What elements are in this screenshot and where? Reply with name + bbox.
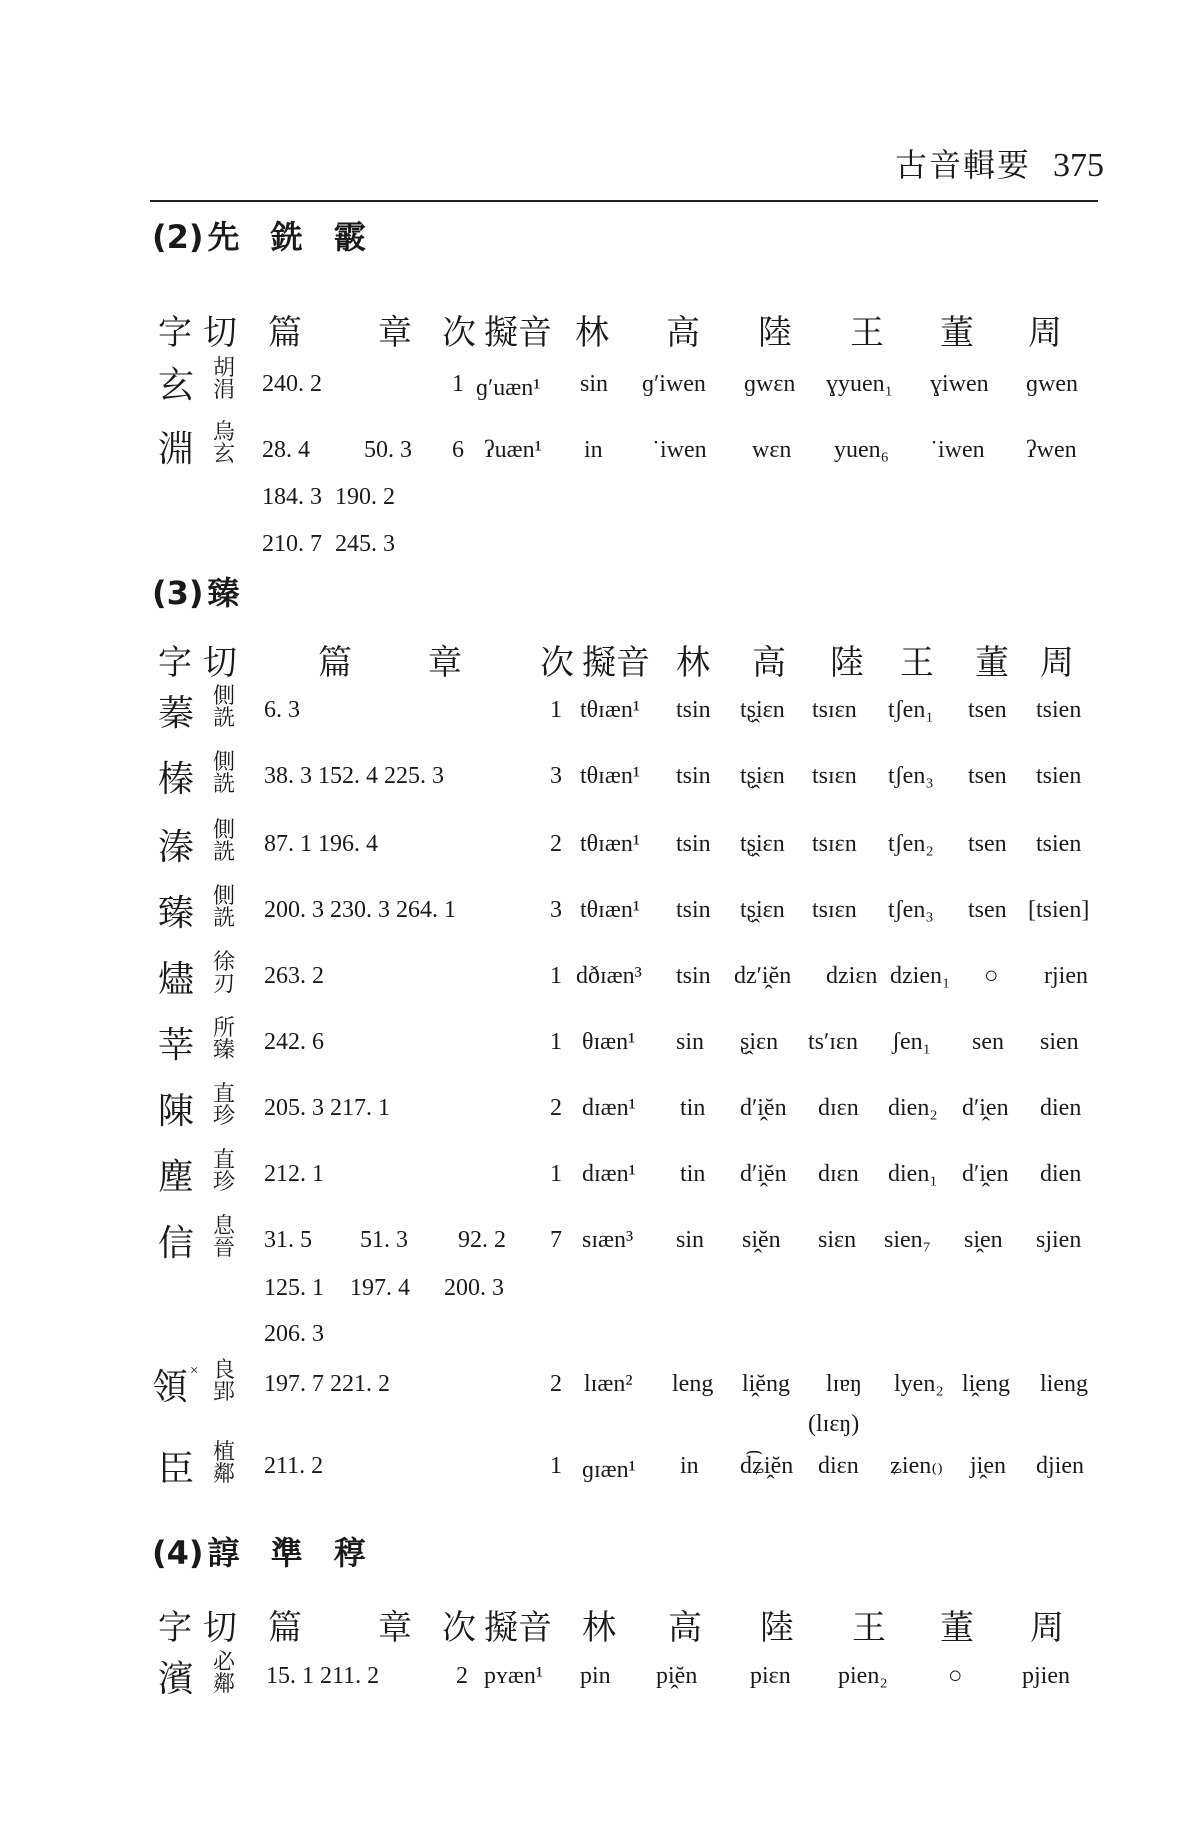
col-wang: 王 <box>852 1608 886 1648</box>
fanqie: 必鄰 <box>212 1650 235 1697</box>
order: 1 <box>550 697 562 723</box>
pian-ref: 242. 6 <box>264 1029 324 1055</box>
entry-char: 淵 <box>158 429 195 470</box>
dong-reading: tsen <box>968 897 1007 923</box>
page-number: 375 <box>1053 147 1104 184</box>
order: 1 <box>550 1453 562 1479</box>
col-zhang: 章 <box>378 1608 412 1648</box>
zhang2-ref: 200. 3 <box>444 1275 504 1301</box>
lin-reading: tsin <box>676 897 711 923</box>
gao-reading: dʹi̭ĕn <box>740 1095 787 1121</box>
wang-reading: sien₇ <box>884 1227 932 1253</box>
section-heading <box>152 568 250 614</box>
order: 3 <box>550 763 562 789</box>
dong-reading: li̭eng <box>962 1371 1010 1397</box>
entry-char: 陳 <box>158 1091 195 1132</box>
lin-reading: in <box>584 437 603 463</box>
lin-reading: tsin <box>676 963 711 989</box>
wang-reading: dien₂ <box>888 1095 938 1121</box>
pian-ref: 184. 3 <box>262 484 322 510</box>
order: 1 <box>452 371 464 397</box>
col-qie: 切 <box>203 643 237 683</box>
lin-reading: pin <box>580 1663 611 1689</box>
entry-char: 塵 <box>158 1157 195 1198</box>
col-qie: 切 <box>203 1608 237 1648</box>
gao-reading: ɡʹiwen <box>642 371 706 397</box>
entry-char: 信 <box>158 1223 195 1264</box>
zhang-ref: 50. 3 <box>364 437 412 463</box>
fanqie: 所臻 <box>212 1016 235 1063</box>
fanqie: 側詵 <box>212 818 235 865</box>
reconstruction: ɡʹuæn¹ <box>476 375 541 401</box>
lin-reading: tsin <box>676 697 711 723</box>
lin-reading: sin <box>580 371 609 397</box>
gao-reading: li̭ĕng <box>742 1371 790 1397</box>
lu-reading: lɪɐŋ <box>826 1371 862 1397</box>
col-gao: 高 <box>752 643 786 683</box>
zhou-reading: sien <box>1040 1029 1079 1055</box>
col-dong: 董 <box>940 313 974 353</box>
fanqie: 胡涓 <box>212 356 235 403</box>
zhou-reading: djien <box>1036 1453 1084 1479</box>
col-dong: 董 <box>940 1608 974 1648</box>
zhang-ref: 245. 3 <box>335 531 395 557</box>
reconstruction: tθɪæn¹ <box>580 897 641 923</box>
wang-reading: ɣyuen₁ <box>826 371 894 397</box>
zhou-reading: ɡwen <box>1026 371 1078 397</box>
col-gao: 高 <box>668 1608 702 1648</box>
page-header <box>895 140 1104 186</box>
lu-reading: tsʹɪɛn <box>808 1029 859 1055</box>
lu-reading: wɛn <box>752 437 792 463</box>
zhang-ref: 51. 3 <box>360 1227 408 1253</box>
order: 2 <box>550 1371 562 1397</box>
gao-reading: dʹi̭ĕn <box>740 1161 787 1187</box>
col-zhang: 章 <box>378 313 412 353</box>
fanqie: 側詵 <box>212 884 235 931</box>
zhou-reading: dien <box>1040 1095 1082 1121</box>
gao-reading: pi̭ĕn <box>656 1663 698 1689</box>
wang-reading: pien₂ <box>838 1663 888 1689</box>
fanqie: 良郢 <box>212 1358 235 1405</box>
entry-mark: × <box>190 1363 199 1379</box>
col-lin: 林 <box>575 313 609 353</box>
gao-reading: tʂ̭iɛn <box>740 897 785 923</box>
zhou-reading: pjien <box>1022 1663 1070 1689</box>
pian-ref: 211. 2 <box>264 1453 324 1479</box>
reconstruction: ʔuæn¹ <box>484 437 542 463</box>
col-lin: 林 <box>582 1608 616 1648</box>
col-ci: 次 <box>442 313 476 353</box>
order: 2 <box>550 831 562 857</box>
lin-reading: sin <box>676 1029 705 1055</box>
col-niyin: 擬音 <box>582 643 650 683</box>
col-gao: 高 <box>666 313 700 353</box>
pian-ref: 38. 3 152. 4 225. 3 <box>264 763 444 789</box>
lu-reading: tsɪɛn <box>812 831 857 857</box>
gao-reading: ˙iwen <box>652 437 707 463</box>
col-pian: 篇 <box>268 1608 302 1648</box>
zhou-reading: rjien <box>1044 963 1088 989</box>
dong-reading: ji̭en <box>970 1453 1006 1479</box>
fanqie: 植鄰 <box>212 1440 235 1487</box>
lu-reading: tsɪɛn <box>812 763 857 789</box>
section-chars: 諄 準 稕 <box>207 1534 376 1572</box>
section-heading <box>152 1528 376 1574</box>
pian-ref: 200. 3 230. 3 264. 1 <box>264 897 456 923</box>
zhou-reading: tsien <box>1036 763 1082 789</box>
section-chars: 先 銑 霰 <box>207 218 376 256</box>
order: 3 <box>550 897 562 923</box>
col-wang: 王 <box>900 643 934 683</box>
col-zhou: 周 <box>1028 313 1062 353</box>
order: 1 <box>550 1029 562 1055</box>
pian-ref: 263. 2 <box>264 963 324 989</box>
entry-char: 莘 <box>158 1025 195 1066</box>
section-label: (2) <box>152 218 204 256</box>
wang-reading: tʃen₃ <box>888 897 934 923</box>
lin-reading: tsin <box>676 763 711 789</box>
lin-reading: tin <box>680 1095 706 1121</box>
wang-reading: yuen₆ <box>834 437 890 463</box>
dong-reading: si̭en <box>964 1227 1003 1253</box>
entry-char: 榛 <box>158 759 195 800</box>
col-lu: 陸 <box>830 643 864 683</box>
fanqie: 烏玄 <box>212 420 235 467</box>
lu-reading: piɛn <box>750 1663 791 1689</box>
wang-reading: ʑien₍₎ <box>890 1453 944 1479</box>
lu-reading: ɡwɛn <box>744 371 796 397</box>
col-zhou: 周 <box>1030 1608 1064 1648</box>
reconstruction: pʏæn¹ <box>484 1663 544 1689</box>
wang-reading: tʃen₃ <box>888 763 934 789</box>
col-lu: 陸 <box>760 1608 794 1648</box>
col-qie: 切 <box>203 313 237 353</box>
pian-ref: 240. 2 <box>262 371 322 397</box>
section-label: (3) <box>152 574 204 612</box>
lin-reading: in <box>680 1453 699 1479</box>
lu-reading: tsɪɛn <box>812 697 857 723</box>
entry-char: 臣 <box>158 1449 195 1490</box>
dong-reading: ˙iwen <box>930 437 985 463</box>
dong-reading: dʹi̭en <box>962 1095 1009 1121</box>
zhang-ref: 197. 4 <box>350 1275 410 1301</box>
fanqie: 徐刃 <box>212 950 235 997</box>
col-dong: 董 <box>975 643 1009 683</box>
lin-reading: sin <box>676 1227 705 1253</box>
lu-reading: diɛn <box>818 1453 859 1479</box>
col-lu: 陸 <box>758 313 792 353</box>
gao-reading: dzʹi̭ĕn <box>734 963 792 989</box>
wang-reading: tʃen₁ <box>888 697 934 723</box>
pian-ref: 212. 1 <box>264 1161 324 1187</box>
fanqie: 側詵 <box>212 684 235 731</box>
dong-reading: dʹi̭en <box>962 1161 1009 1187</box>
order: 7 <box>550 1227 562 1253</box>
zhou-reading: dien <box>1040 1161 1082 1187</box>
col-ci: 次 <box>442 1608 476 1648</box>
zhou-reading: sjien <box>1036 1227 1082 1253</box>
order: 1 <box>550 1161 562 1187</box>
lu-reading: tsɪɛn <box>812 897 857 923</box>
col-zi: 字 <box>158 1608 192 1648</box>
wang-reading: dien₁ <box>888 1161 938 1187</box>
col-zhou: 周 <box>1040 643 1074 683</box>
lu-reading: dziɛn <box>826 963 878 989</box>
pian-ref: 205. 3 217. 1 <box>264 1095 390 1121</box>
dong-reading: tsen <box>968 831 1007 857</box>
wang-reading: ʃen₁ <box>892 1029 932 1055</box>
col-pian: 篇 <box>318 643 352 683</box>
fanqie: 直珍 <box>212 1148 235 1195</box>
fanqie: 側詵 <box>212 750 235 797</box>
wang-reading: tʃen₂ <box>888 831 934 857</box>
col-wang: 王 <box>850 313 884 353</box>
gao-reading: d͡ʑi̭ĕn <box>740 1453 794 1479</box>
pian-ref: 125. 1 <box>264 1275 324 1301</box>
section-label: (4) <box>152 1534 204 1572</box>
lu-reading: dɪɛn <box>818 1161 859 1187</box>
wang-reading: lyen₂ <box>894 1371 944 1397</box>
order: 1 <box>550 963 562 989</box>
reconstruction: tθɪæn¹ <box>580 763 641 789</box>
section-heading <box>152 212 376 258</box>
entry-char: 臻 <box>158 893 195 934</box>
dong-reading: tsen <box>968 763 1007 789</box>
reconstruction: dðɪæn³ <box>576 963 642 989</box>
reconstruction: lɪæn² <box>584 1371 633 1397</box>
section-chars: 臻 <box>207 574 250 612</box>
gao-reading: si̭ĕn <box>742 1227 781 1253</box>
pian-ref: 31. 5 <box>264 1227 312 1253</box>
col-zi: 字 <box>158 313 192 353</box>
zhang2-ref: 92. 2 <box>458 1227 506 1253</box>
fanqie: 直珍 <box>212 1082 235 1129</box>
gao-reading: tʂ̭iɛn <box>740 831 785 857</box>
pian-ref: 197. 7 221. 2 <box>264 1371 390 1397</box>
entry-char: 蓁 <box>158 693 195 734</box>
reconstruction: θɪæn¹ <box>582 1029 636 1055</box>
dong-reading: ○ <box>984 963 999 989</box>
dong-reading: ɣiwen <box>930 371 989 397</box>
pian-ref: 87. 1 196. 4 <box>264 831 378 857</box>
pian-ref: 28. 4 <box>262 437 310 463</box>
dong-reading: tsen <box>968 697 1007 723</box>
lu-reading: dɪɛn <box>818 1095 859 1121</box>
fanqie: 息晉 <box>212 1214 235 1261</box>
order: 2 <box>550 1095 562 1121</box>
order: 2 <box>456 1663 468 1689</box>
col-zhang: 章 <box>428 643 462 683</box>
reconstruction: dɪæn¹ <box>582 1095 636 1121</box>
dong-reading: ○ <box>948 1663 963 1689</box>
zhou-reading: tsien <box>1036 697 1082 723</box>
pian-ref: 15. 1 211. 2 <box>266 1663 380 1689</box>
zhou-reading: lieng <box>1040 1371 1088 1397</box>
entry-char: 領 <box>152 1367 189 1408</box>
lin-reading: tsin <box>676 831 711 857</box>
col-niyin: 擬音 <box>484 1608 552 1648</box>
dong-reading: sen <box>972 1029 1004 1055</box>
entry-char: 燼 <box>158 959 195 1000</box>
zhou-reading: ʔwen <box>1026 437 1077 463</box>
pian-ref: 6. 3 <box>264 697 300 723</box>
gao-reading: ʂ̭iɛn <box>740 1029 779 1055</box>
zhang-ref: 190. 2 <box>335 484 395 510</box>
reconstruction: ɡɪæn¹ <box>582 1457 636 1483</box>
col-niyin: 擬音 <box>484 313 552 353</box>
reconstruction: tθɪæn¹ <box>580 831 641 857</box>
col-lin: 林 <box>676 643 710 683</box>
col-ci: 次 <box>540 643 574 683</box>
lin-reading: leng <box>672 1371 714 1397</box>
zhou-reading: tsien <box>1036 831 1082 857</box>
pian-ref: 206. 3 <box>264 1321 324 1347</box>
entry-char: 溱 <box>158 827 195 868</box>
zhou-reading: [tsien] <box>1028 897 1090 923</box>
order: 6 <box>452 437 464 463</box>
col-pian: 篇 <box>268 313 302 353</box>
book-title: 古音輯要 <box>894 146 1031 184</box>
lin-reading: tin <box>680 1161 706 1187</box>
entry-char: 玄 <box>158 365 195 406</box>
reconstruction: dɪæn¹ <box>582 1161 636 1187</box>
entry-char: 濱 <box>158 1659 195 1700</box>
lu-reading-alt: (lɪɛŋ) <box>808 1411 860 1437</box>
header-rule <box>150 200 1098 202</box>
gao-reading: tʂ̭iɛn <box>740 763 785 789</box>
reconstruction: sɪæn³ <box>582 1227 634 1253</box>
lu-reading: siɛn <box>818 1227 857 1253</box>
gao-reading: tʂ̭iɛn <box>740 697 785 723</box>
pian-ref: 210. 7 <box>262 531 322 557</box>
wang-reading: dzien₁ <box>890 963 951 989</box>
reconstruction: tθɪæn¹ <box>580 697 641 723</box>
col-zi: 字 <box>158 643 192 683</box>
